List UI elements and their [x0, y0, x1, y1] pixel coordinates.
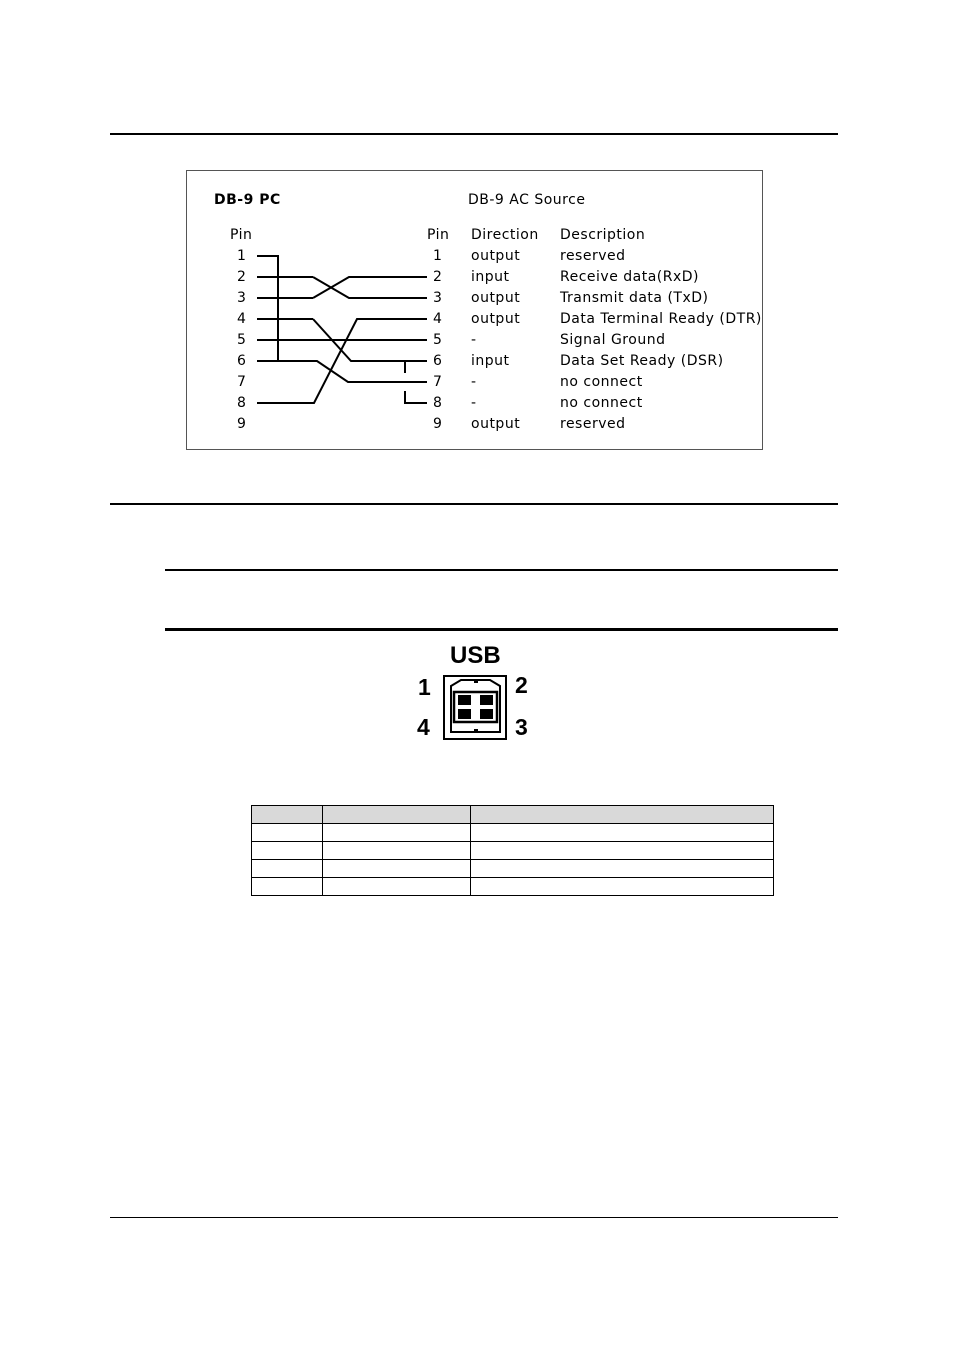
- usb-b-port-icon: [414, 642, 534, 742]
- table-header-cell: [252, 806, 323, 824]
- right-pin: 7: [433, 374, 443, 390]
- table-cell: [471, 842, 774, 860]
- pin-direction: input: [471, 269, 510, 285]
- table-cell: [323, 842, 471, 860]
- pin-description: Signal Ground: [560, 332, 666, 348]
- footer-rule: [110, 1217, 838, 1218]
- pin-description: Receive data(RxD): [560, 269, 700, 285]
- left-pin: 5: [237, 332, 247, 348]
- pin-direction: output: [471, 290, 521, 306]
- db9-wiring-diagram: [186, 170, 763, 450]
- usb-pin-3: 3: [515, 714, 528, 740]
- usb-pin-table: [251, 805, 774, 896]
- pin-direction: input: [471, 353, 510, 369]
- right-pin: 2: [433, 269, 443, 285]
- right-pin: 9: [433, 416, 443, 432]
- table-header-row: [252, 806, 774, 824]
- table-row: [252, 842, 774, 860]
- pin-direction: -: [471, 332, 477, 348]
- pin-description: reserved: [560, 248, 626, 264]
- right-connector-title: DB-9 AC Source: [468, 192, 586, 208]
- left-pin: 3: [237, 290, 247, 306]
- pin-description: Data Terminal Ready (DTR): [560, 311, 762, 327]
- subsection-rule-top: [165, 569, 838, 571]
- section-rule: [110, 503, 838, 505]
- pin-direction: output: [471, 248, 521, 264]
- table-cell: [252, 860, 323, 878]
- table-cell: [323, 860, 471, 878]
- pin-direction: -: [471, 395, 477, 411]
- pin-description: no connect: [560, 395, 643, 411]
- left-pin-header: Pin: [230, 227, 253, 243]
- left-pin: 7: [237, 374, 247, 390]
- pin-description: no connect: [560, 374, 643, 390]
- left-pin: 2: [237, 269, 247, 285]
- usb-pin-4: 4: [417, 714, 430, 740]
- left-pin: 4: [237, 311, 247, 327]
- table-cell: [252, 878, 323, 896]
- usb-pin-1: 1: [418, 674, 431, 700]
- usb-title: USB: [450, 642, 501, 669]
- right-pin: 6: [433, 353, 443, 369]
- table-cell: [471, 860, 774, 878]
- table-cell: [471, 824, 774, 842]
- pin-direction: -: [471, 374, 477, 390]
- right-pin: 8: [433, 395, 443, 411]
- right-pin: 1: [433, 248, 443, 264]
- table-row: [252, 860, 774, 878]
- pin-direction: output: [471, 311, 521, 327]
- table-cell: [252, 824, 323, 842]
- table-cell: [323, 878, 471, 896]
- left-pin: 6: [237, 353, 247, 369]
- usb-pin-2: 2: [515, 672, 528, 698]
- table-row: [252, 824, 774, 842]
- usb-connector-figure: [414, 642, 534, 742]
- left-connector-title: DB-9 PC: [214, 192, 281, 208]
- right-pin-header: Pin: [427, 227, 450, 243]
- table-cell: [323, 824, 471, 842]
- pin-description: reserved: [560, 416, 626, 432]
- table-header-cell: [323, 806, 471, 824]
- pin-description: Data Set Ready (DSR): [560, 353, 724, 369]
- left-pin: 9: [237, 416, 247, 432]
- table-cell: [471, 878, 774, 896]
- description-header: Description: [560, 227, 646, 243]
- left-pin: 8: [237, 395, 247, 411]
- table-row: [252, 878, 774, 896]
- table-header-cell: [471, 806, 774, 824]
- table-cell: [252, 842, 323, 860]
- pin-description: Transmit data (TxD): [560, 290, 709, 306]
- right-pin: 3: [433, 290, 443, 306]
- header-rule: [110, 133, 838, 135]
- left-pin: 1: [237, 248, 247, 264]
- right-pin: 4: [433, 311, 443, 327]
- pin-direction: output: [471, 416, 521, 432]
- right-pin: 5: [433, 332, 443, 348]
- subsection-rule-bottom: [165, 628, 838, 631]
- direction-header: Direction: [471, 227, 539, 243]
